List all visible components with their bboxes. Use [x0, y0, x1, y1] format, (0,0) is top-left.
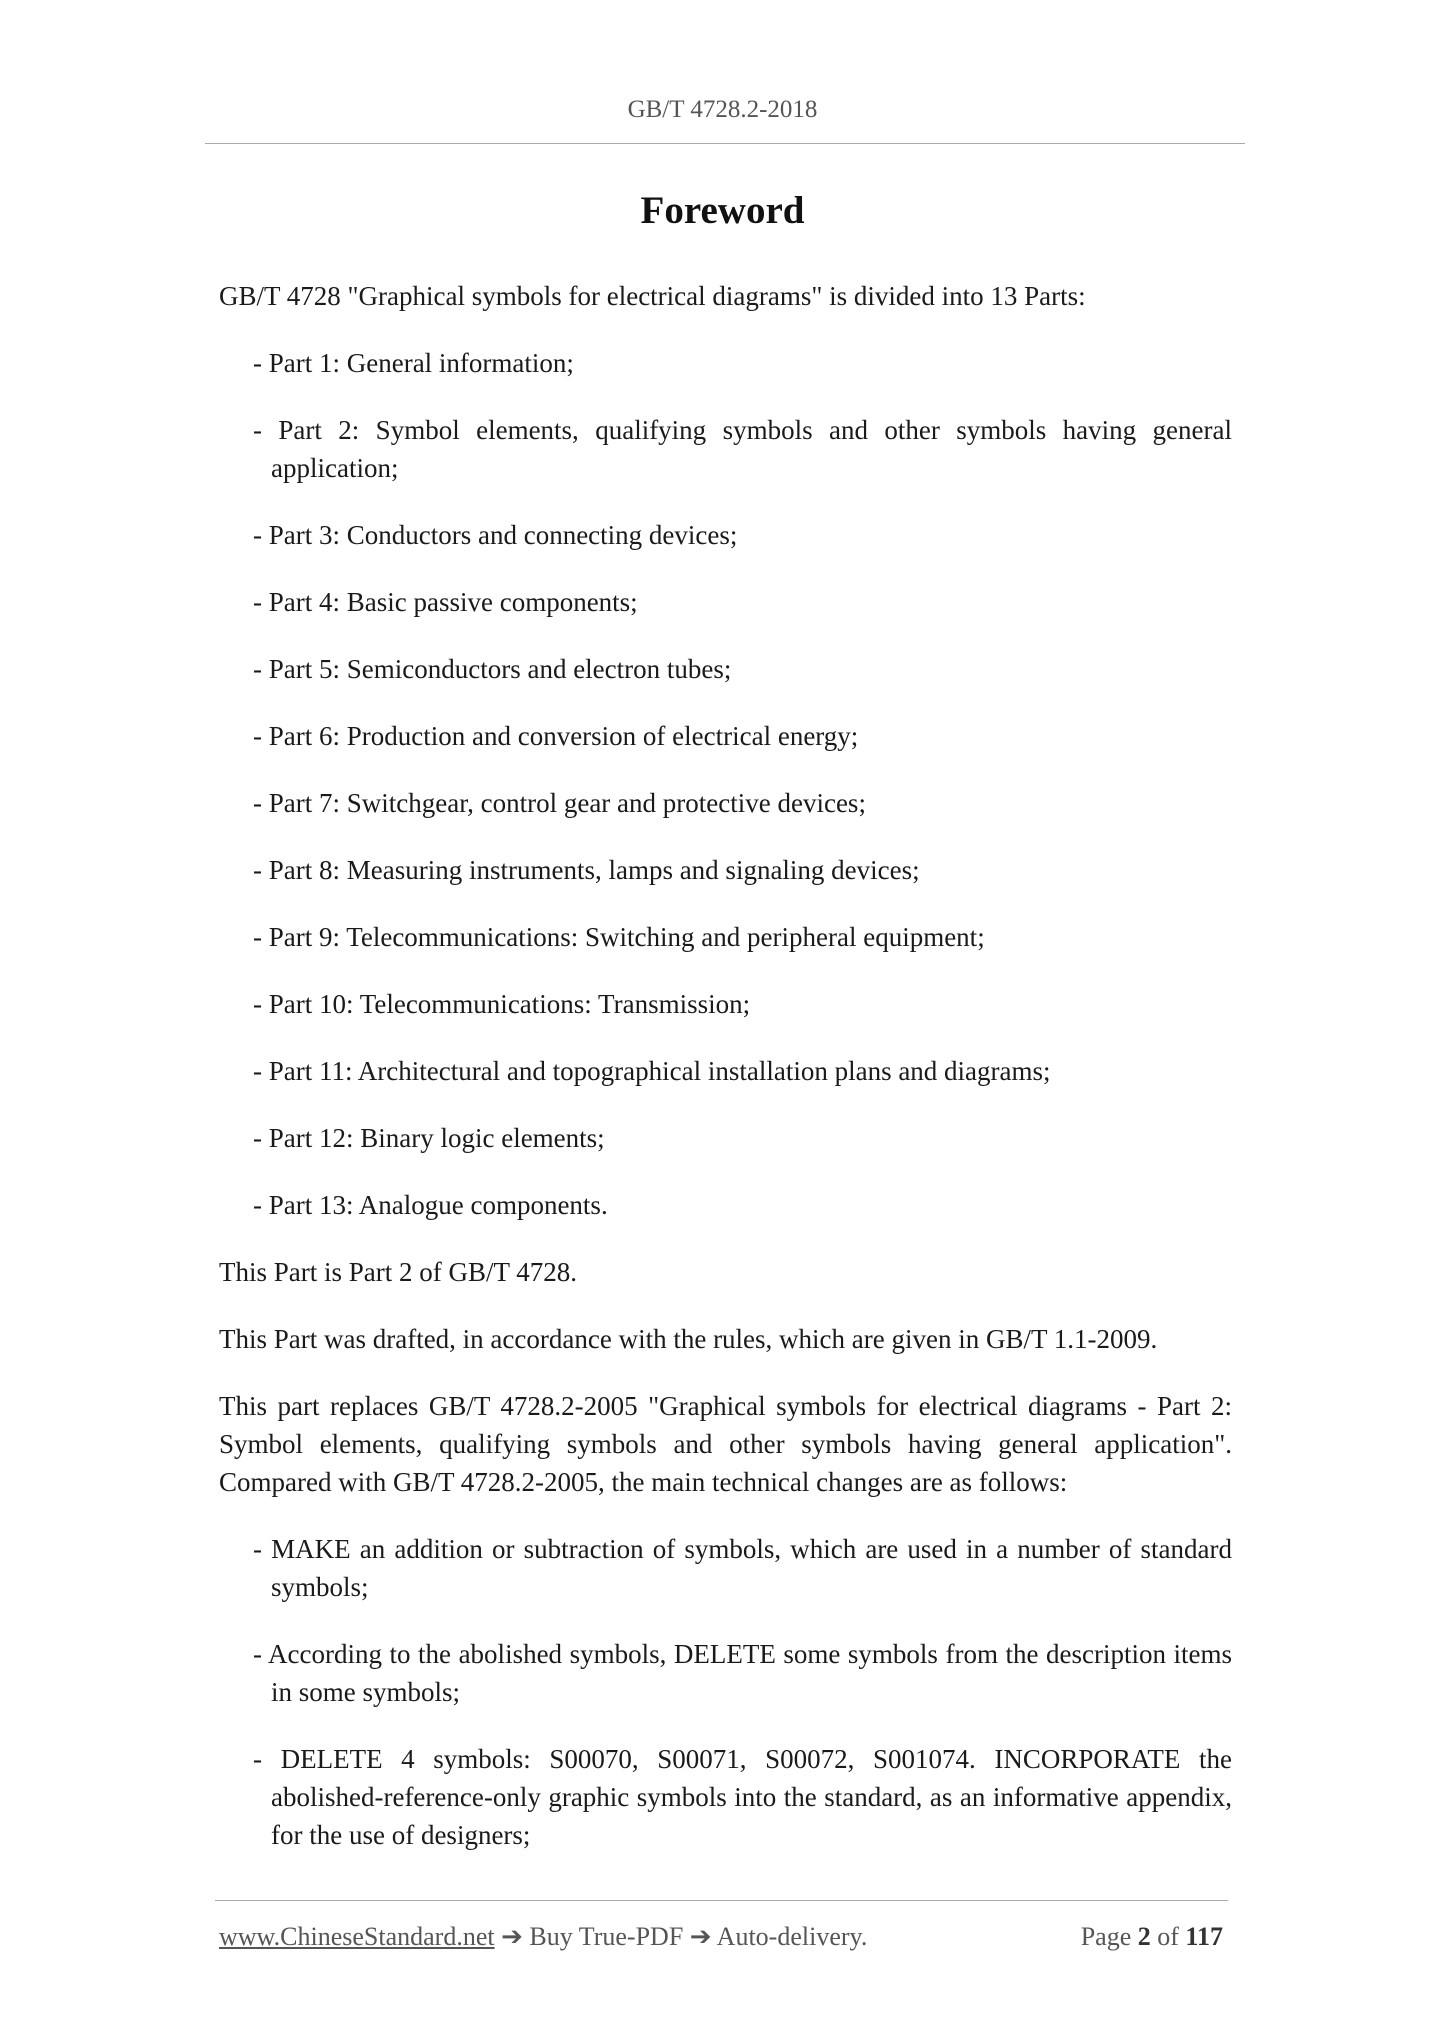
parts-list-item: - Part 5: Semiconductors and electron tubes;	[253, 654, 732, 684]
document-header: GB/T 4728.2-2018	[627, 96, 818, 123]
changes-list-item: - MAKE an addition or subtraction of symbols, which are used in a number of standard symbols;	[253, 1534, 1232, 1602]
foreword-body	[219, 277, 1232, 1883]
parts-list-item: - Part 3: Conductors and connecting devices;	[253, 520, 738, 550]
page-label: Page	[1080, 1922, 1132, 1951]
site-link[interactable]: www.ChineseStandard.net	[219, 1922, 495, 1951]
replacement-paragraph: This part replaces GB/T 4728.2-2005 "Graphical symbols for electrical diagrams - Part 2: Symbol elements, qualifying symbols and other symbols having general application". Compared with GB/T 4728.2-2005, the main technical changes are as follows:	[219, 1391, 1232, 1497]
page-title: Foreword	[640, 189, 805, 232]
parts-list-item: - Part 8: Measuring instruments, lamps and signaling devices;	[253, 855, 920, 885]
page-total: 117	[1185, 1922, 1223, 1951]
parts-list-item: - Part 7: Switchgear, control gear and protective devices;	[253, 788, 866, 818]
parts-list	[219, 344, 1232, 1224]
parts-list-item: - Part 9: Telecommunications: Switching and peripheral equipment;	[253, 922, 985, 952]
page-number: 2	[1137, 1922, 1151, 1951]
part-statement-paragraph: This Part is Part 2 of GB/T 4728.	[219, 1257, 578, 1287]
parts-list-item: - Part 6: Production and conversion of electrical energy;	[253, 721, 859, 751]
drafting-rules-paragraph: This Part was drafted, in accordance with the rules, which are given in GB/T 1.1-2009.	[219, 1324, 1158, 1354]
arrow-right-icon: ➔	[501, 1922, 523, 1951]
parts-list-item: - Part 11: Architectural and topographical installation plans and diagrams;	[253, 1056, 1051, 1086]
of-label: of	[1157, 1922, 1179, 1951]
arrow-right-icon: ➔	[689, 1922, 712, 1951]
parts-list-item: - Part 12: Binary logic elements;	[253, 1123, 605, 1153]
changes-list	[219, 1530, 1232, 1854]
buy-pdf-link[interactable]: Buy True-PDF	[529, 1922, 684, 1951]
parts-list-item: - Part 4: Basic passive components;	[253, 587, 638, 617]
footer-links	[219, 1922, 867, 1952]
changes-list-item: - According to the abolished symbols, DELETE some symbols from the description items in some symbols;	[253, 1639, 1232, 1707]
parts-list-item: - Part 2: Symbol elements, qualifying symbols and other symbols having general application;	[253, 415, 1232, 483]
header-divider	[205, 143, 1245, 144]
parts-list-item: - Part 10: Telecommunications: Transmission;	[253, 989, 751, 1019]
footer-divider	[215, 1900, 1228, 1901]
page-indicator	[1081, 1922, 1223, 1952]
auto-delivery-text: Auto-delivery.	[716, 1922, 868, 1951]
parts-list-item: - Part 13: Analogue components.	[253, 1190, 608, 1220]
parts-list-item: - Part 1: General information;	[253, 348, 574, 378]
changes-list-item: - DELETE 4 symbols: S00070, S00071, S00072, S001074. INCORPORATE the abolished-reference-only graphic symbols into the standard, as an informative appendix, for the use of designers;	[253, 1744, 1232, 1850]
intro-paragraph: GB/T 4728 "Graphical symbols for electrical diagrams" is divided into 13 Parts:	[219, 281, 1086, 311]
